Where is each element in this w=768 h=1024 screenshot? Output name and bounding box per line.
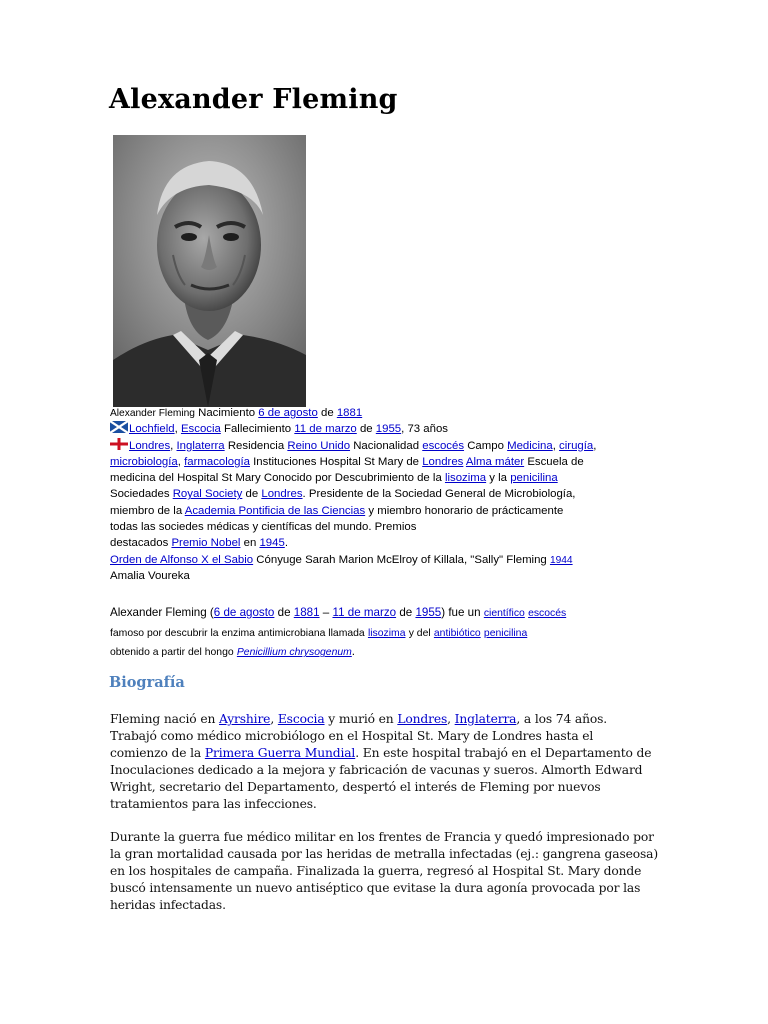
alma-mater-link[interactable]: Alma máter (465, 455, 525, 468)
honorary-text: y miembro honorario de prácticamente (368, 504, 564, 517)
birth-label: Nacimiento (198, 407, 256, 419)
institutions-label: Instituciones (253, 455, 317, 468)
wwi-link[interactable]: Primera Guerra Mundial (204, 746, 356, 761)
bio1-line-3 (110, 745, 670, 762)
field-link-microbiologia[interactable]: microbiología (110, 455, 178, 468)
bio1-text-a: Fleming nació en (110, 712, 216, 726)
penicillin-link[interactable]: penicilina (510, 472, 558, 485)
text-de: de (245, 488, 259, 501)
alma-mater-text-2: medicina del Hospital St Mary (110, 472, 261, 485)
order-link[interactable]: Orden de Alfonso X el Sabio (110, 553, 254, 566)
intro-line-3-text: obtenido a partir del hongo (110, 647, 234, 659)
intro-paragraph (110, 603, 670, 662)
text-en: en (243, 537, 257, 550)
portrait-image (113, 135, 306, 407)
field-link-medicina[interactable]: Medicina (507, 439, 553, 452)
birth-year-link[interactable]: 1881 (336, 407, 363, 419)
infobox-line-5 (110, 470, 670, 486)
bio2-line-4: buscó intensamente un nuevo antiséptico que evitase la dura agonía provocada por las (110, 881, 641, 896)
text-y-la: y la (489, 472, 508, 485)
spouse-year-link[interactable]: 1944 (549, 554, 573, 566)
infobox-line-6 (110, 486, 670, 502)
death-year-link[interactable]: 1955 (375, 423, 402, 436)
text-de: de (359, 423, 373, 436)
infobox-line-11 (110, 568, 670, 584)
age-text: , 73 años (401, 423, 449, 436)
death-date-link[interactable]: 11 de marzo (294, 423, 357, 436)
text-de: de (320, 407, 334, 419)
intro-period: . (351, 645, 356, 659)
infobox (110, 405, 670, 584)
nationality-label: Nacionalidad (353, 439, 420, 452)
intro-death-year-link[interactable]: 1955 (415, 606, 442, 619)
death-label: Fallecimiento (224, 423, 292, 436)
bio1-line-5: Wright, secretario del Departamento, despertó el interés de Fleming por nuevos (110, 780, 601, 795)
england-flag-icon (110, 438, 128, 450)
field-label: Campo (467, 439, 504, 452)
birth-country-link[interactable]: Escocia (180, 423, 221, 436)
member-of-text: miembro de la (110, 504, 183, 517)
infobox-line-4: microbiología, farmacología Instituciones Hospital St Mary de Londres Alma máter Escuela de (110, 455, 584, 468)
residence-link[interactable]: Reino Unido (287, 439, 351, 452)
field-link-cirugia[interactable]: cirugía (559, 439, 594, 452)
awards-prefix: destacados (110, 537, 169, 550)
biography-paragraph-2 (110, 829, 670, 914)
intro-birth-year-link[interactable]: 1881 (293, 606, 320, 619)
text-de: de (277, 606, 291, 619)
portrait-photo (113, 135, 306, 407)
death-place-link[interactable]: Londres (129, 439, 171, 452)
known-for-text: Descubrimiento de la (334, 472, 442, 485)
alma-mater-text: Escuela de (527, 455, 584, 468)
infobox-line-7 (110, 503, 670, 519)
intro-birth-date-link[interactable]: 6 de agosto (213, 606, 275, 619)
royal-society-link[interactable]: Royal Society (172, 488, 243, 501)
bio1-line-6: tratamientos para las infecciones. (110, 797, 317, 812)
infobox-caption: Alexander Fleming (110, 408, 195, 419)
penicillium-link[interactable]: Penicillium chrysogenum (236, 647, 352, 659)
societies-london-link[interactable]: Londres (261, 488, 303, 501)
close-paren-text: ) fue un (441, 606, 481, 619)
cientifico-link[interactable]: científico (483, 608, 525, 619)
field-link-farmacologia[interactable]: farmacología (184, 455, 250, 468)
intro-line-2-text: famoso por descubrir la enzima antimicrobiana llamada (110, 627, 365, 639)
intro-death-date-link[interactable]: 11 de marzo (332, 606, 397, 619)
institution-city-link[interactable]: Londres (422, 455, 464, 468)
bio1-text-b: y murió en (328, 712, 394, 726)
ayrshire-link[interactable]: Ayrshire (218, 712, 271, 726)
section-heading-biografia: Biografía (109, 674, 185, 691)
all-societies-text: todas las sociedes médicas y científicas del mundo. (110, 521, 372, 534)
birth-date-link[interactable]: 6 de agosto (258, 407, 318, 419)
bio2-line-1: Durante la guerra fue médico militar en los frentes de Francia y quedó impresionado por (110, 830, 654, 844)
intro-name: Alexander Fleming (110, 606, 207, 619)
escoces-link[interactable]: escocés (528, 608, 567, 619)
infobox-line-1 (110, 405, 670, 421)
bio1-text-c: , a los 74 años. (516, 712, 608, 726)
spouse-2-text: Amalia Voureka (110, 569, 190, 582)
spouse-1-text: Sarah Marion McElroy of Killala, "Sally" Fleming (305, 553, 547, 566)
bio1-line-2: Trabajó como médico microbiólogo en el Hospital St. Mary de Londres hasta el (110, 729, 594, 744)
bio-inglaterra-link[interactable]: Inglaterra (454, 712, 517, 726)
bio1-text-l3a: comienzo de la (110, 746, 202, 761)
text-de: de (399, 606, 413, 619)
societies-text: . Presidente de la Sociedad General de Microbiología, (302, 488, 576, 501)
birth-place-link[interactable]: Lochfield (129, 423, 175, 436)
page-title: Alexander Fleming (109, 84, 398, 115)
bio2-line-3: en los hospitales de campaña. Finalizada la guerra, regresó al Hospital St. Mary donde (110, 864, 642, 879)
societies-label: Sociedades (110, 488, 170, 501)
awards-label: Premios (374, 521, 417, 534)
intro-line-2 (110, 623, 670, 643)
dash: – (322, 606, 330, 619)
open-paren: ( (209, 606, 214, 619)
bio-londres-link[interactable]: Londres (397, 712, 448, 726)
institution-text: Hospital St Mary de (319, 455, 420, 468)
scotland-flag-icon (110, 421, 128, 433)
academy-link[interactable]: Academia Pontificia de las Ciencias (184, 504, 366, 517)
infobox-line-2: Lochfield, Escocia Fallecimiento 11 de marzo de 1955, 73 años (110, 421, 670, 437)
residence-label: Residencia (227, 439, 285, 452)
intro-penicilina-link[interactable]: penicilina (483, 627, 528, 639)
infobox-line-3: Londres, Inglaterra Residencia Reino Unido Nacionalidad escocés Campo Medicina, cirugía, (110, 438, 670, 454)
death-country-link[interactable]: Inglaterra (176, 439, 225, 452)
spouse-label: Cónyuge (256, 553, 302, 566)
bio-escocia-link[interactable]: Escocia (277, 712, 325, 726)
intro-line-1 (110, 603, 670, 623)
intro-line-3 (110, 642, 670, 662)
known-for-label: Conocido por (263, 472, 332, 485)
biography-paragraph-1 (110, 711, 670, 814)
nationality-link[interactable]: escocés (422, 439, 465, 452)
infobox-line-9: destacados Premio Nobel en 1945. (110, 537, 288, 550)
bio2-line-5: heridas infectadas. (110, 898, 226, 913)
bio2-line-2: la gran mortalidad causada por las heridas de metralla infectadas (ej.: gangrena gaseosa) (110, 847, 658, 862)
antibiotico-link[interactable]: antibiótico (433, 627, 481, 639)
nobel-prize-link[interactable]: Premio Nobel (171, 537, 241, 550)
nobel-year-link[interactable]: 1945 (259, 537, 285, 550)
intro-lisozima-link[interactable]: lisozima (367, 627, 406, 639)
bio1-line-4: Inoculaciones dedicado a la mejora y fabricación de vacunas y sueros. Almorth Edward (110, 763, 643, 778)
bio1-text-l3b: . En este hospital trabajó en el Departamento de (355, 746, 652, 761)
infobox-line-10 (110, 552, 670, 568)
infobox-line-8 (110, 519, 670, 535)
lysozyme-link[interactable]: lisozima (444, 472, 487, 485)
bio1-line-1: Fleming nació en Ayrshire, Escocia y murió en Londres, Inglaterra, a los 74 años. (110, 712, 608, 726)
text-y-del: y del (408, 627, 431, 639)
